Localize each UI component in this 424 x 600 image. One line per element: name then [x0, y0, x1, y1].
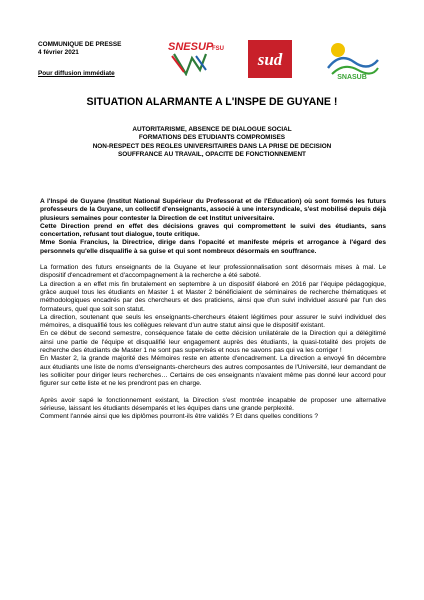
intro-paragraph: Mme Sonia Francius, la Directrice, dirige dans l'opacité et manifeste mépris et arrogance à l'égard des personnels qu'elle disqualifie à sa guise et qui sont nombreux désormais en souffrance.: [40, 239, 386, 255]
body-paragraph: La direction a en effet mis fin brutalement en septembre à un dispositif élaboré en 2016 par l'équipe pédagogique, grâce auquel tous les étudiants en Master 1 et Master 2 bénéficiaient de séminaires de recherche thématiques et méthodologiques encadrés par des chercheurs et des praticiens, ainsi que d'un suivi individuel assuré par l'un des formateurs, quel que soit son statut.: [40, 280, 386, 313]
press-release-label: COMMUNIQUE DE PRESSE: [38, 41, 122, 48]
subtitle-line: SOUFFRANCE AU TRAVAIL, OPACITE DE FONCTIONNEMENT: [118, 151, 306, 159]
body-paragraph: En ce début de second semestre, conséquence fatale de cette décision unilatérale de la Direction qui a délégitimé ainsi une partie de l'équipe et disqualifié leur engagement auprès des étudiants, la quasi-totalité des projets de recherche des étudiants de Master 1 ne sont pas supervisés et nous ne savons pas qui va les corriger !: [40, 330, 386, 355]
body-paragraph: En Master 2, la grande majorité des Mémoires reste en attente d'encadrement. La direction a envoyé fin décembre aux étudiants une liste de noms d'enseignants-chercheurs des autres composantes de l'Université, leur demandant de les solliciter pour diriger leurs recherches… Certains de ces enseignants n'avaient même pas donné leur accord pour figurer sur cette liste et ne les prendront pas en charge.: [40, 355, 386, 388]
document-body: [40, 198, 386, 421]
sud-logo-text: sud: [257, 50, 283, 69]
body-paragraph: La formation des futurs enseignants de la Guyane et leur professionnalisation sont désormais mises à mal. Le dispositif d'encadrement et d'accompagnement à la recherche a été saboté.: [40, 264, 386, 280]
snesup-logo-text: SNESUP: [168, 41, 214, 53]
intro-paragraph: Cette Direction prend en effet des décisions graves qui compromettent le suivi des étudiants, sans concertation, refusant tout dialogue, toute critique.: [40, 222, 386, 239]
subtitle-block: [28, 126, 396, 160]
snasub-logo-text: SNASUB: [337, 74, 367, 81]
subtitle-line: NON-RESPECT DES REGLES UNIVERSITAIRES DANS LA PRISE DE DECISION: [92, 142, 332, 150]
snesup-logo-suffix: FSU: [212, 46, 224, 52]
intro-paragraph: A l'Inspé de Guyane (Institut National Supérieur du Professorat et de l'Education) où sont formés les futurs professeurs de la Guyane, un collectif d'enseignants, associé à une intersyndicale, s'est mobilisé depuis déjà plusieurs semaines pour contester la Direction de cet Institut universitaire.: [40, 198, 386, 222]
distribution-note: Pour diffusion immédiate: [38, 70, 115, 77]
snesup-fsu-logo: [166, 36, 230, 76]
closing-paragraph: Après avoir sapé le fonctionnement existant, la Direction s'est montrée incapable de proposer une alternative sérieuse, laissant les étudiants désemparés et les équipes dans une grande perplexité.: [40, 396, 386, 412]
document-title: SITUATION ALARMANTE A L'INSPE DE GUYANE !: [86, 96, 338, 108]
subtitle-line: FORMATIONS DES ETUDIANTS COMPROMISES: [138, 134, 286, 142]
closing-paragraph: Comment l'année ainsi que les diplômes pourront-ils être validés ? Et dans quelles conditions ?: [40, 413, 318, 421]
subtitle-line: AUTORITARISME, ABSENCE DE DIALOGUE SOCIAL: [132, 126, 292, 133]
press-header: [38, 41, 148, 77]
body-paragraph: La direction, soutenant que seuls les enseignants-chercheurs étaient légitimes pour assurer le suivi individuel des mémoires, a disqualifié tous les collègues relevant d'un autre statut ainsi que le dispositif existant.: [40, 313, 386, 330]
sud-logo: [246, 38, 294, 80]
press-date: 4 février 2021: [38, 49, 79, 56]
snasub-logo: [324, 38, 380, 82]
intro-block: [40, 198, 386, 256]
